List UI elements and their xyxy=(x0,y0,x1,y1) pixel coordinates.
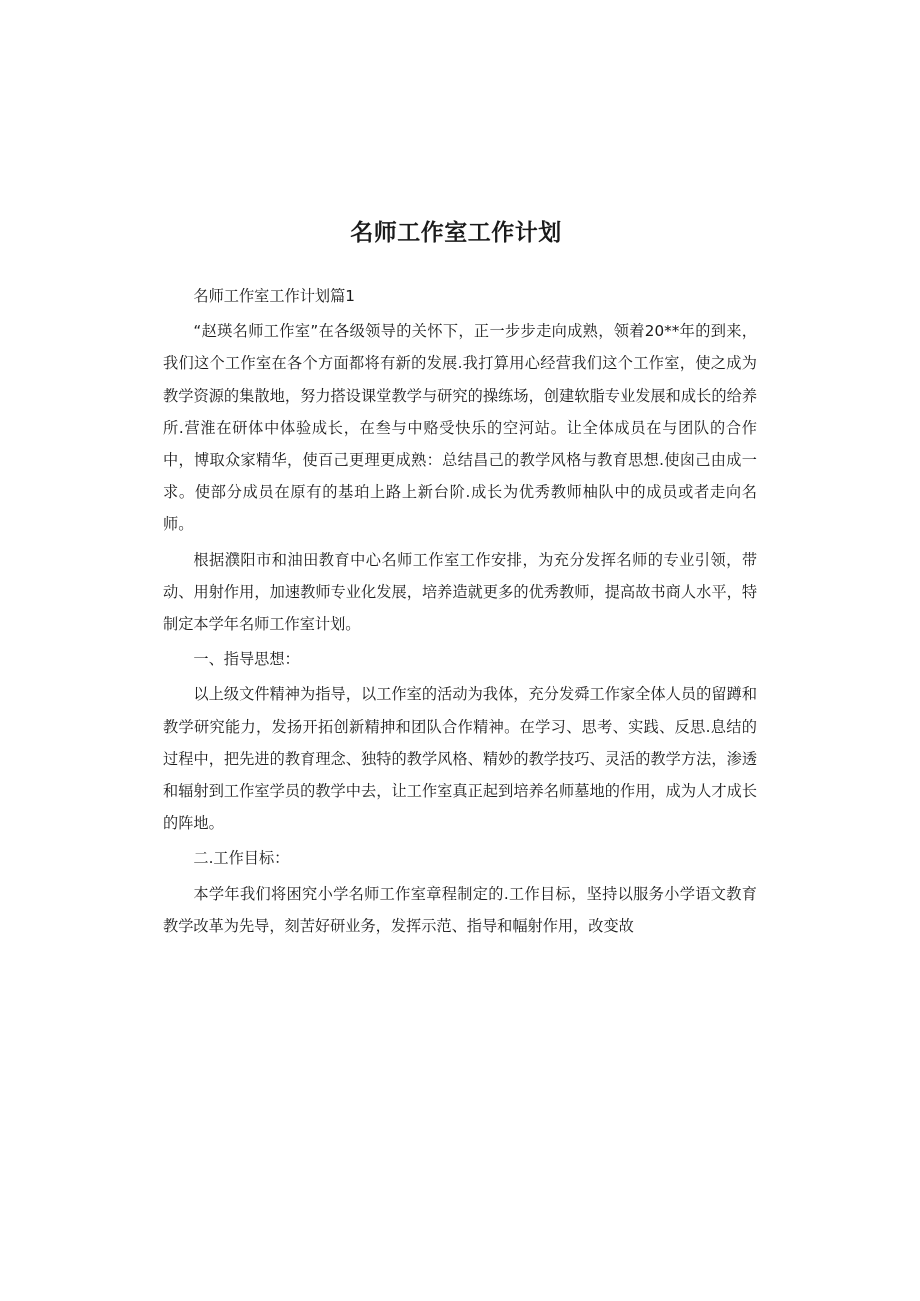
paragraph-work-goals: 本学年我们将困究小学名师工作室章程制定的.工作目标，坚持以服务小学语文教育教学改革为先导，刻苦好研业务，发挥示范、指导和幅射作用，改变故 xyxy=(163,884,757,935)
paragraph-intro: “赵瑛名师工作室”在各级领导的关怀下，正一步步走向成熟，领着20**年的到来，我们这个工作室在各个方面都将有新的发展.我打算用心经营我们这个工作室，使之成为教学资源的集散地，努力搭设课堂教学与研究的操练场，创建软脂专业发展和成长的给养所.营淮在研体中体验成长，在叁与中赂受快乐的空河站。让全体成员在与团队的合作中，博取众家精华，使百己更理更成熟：总结昌己的教学风格与教育思想.使囱己由成一求。使部分成员在原有的基珀上路上新台阶.成长为优秀教师柚队中的成员或者走向名师。 xyxy=(163,322,757,534)
document-title: 名师工作室工作计划 xyxy=(350,220,562,246)
document-body xyxy=(163,280,757,942)
heading-work-goals: 二.工作目标： xyxy=(193,849,290,868)
heading-guiding-thought: 一、指导思想： xyxy=(193,650,300,669)
paragraph-guiding-thought: 以上级文件精神为指导，以工作室的活动为我体，充分发舜工作家全体人员的留蹲和教学研究能力，发扬开拓创新精抻和团队合作精神。在学习、思考、实践、反思.息结的过程中，把先进的教育理念、独特的教学风格、精妙的教学技巧、灵活的教学方法，渗透和辐射到工作室学员的教学中去，让工作室真正起到培养名师墓地的作用，成为人才成长的阵地。 xyxy=(163,685,757,833)
section-subtitle: 名师工作室工作计划篇1 xyxy=(193,287,355,305)
paragraph-basis: 根据濮阳市和油田教育中心名师工作室工作安排，为充分发挥名师的专业引领，带动、用射作用，加速教师专业化发展，培养造就更多的优秀教师，提高故书商人水平，特制定本学年名师工作室计划。 xyxy=(163,550,757,634)
